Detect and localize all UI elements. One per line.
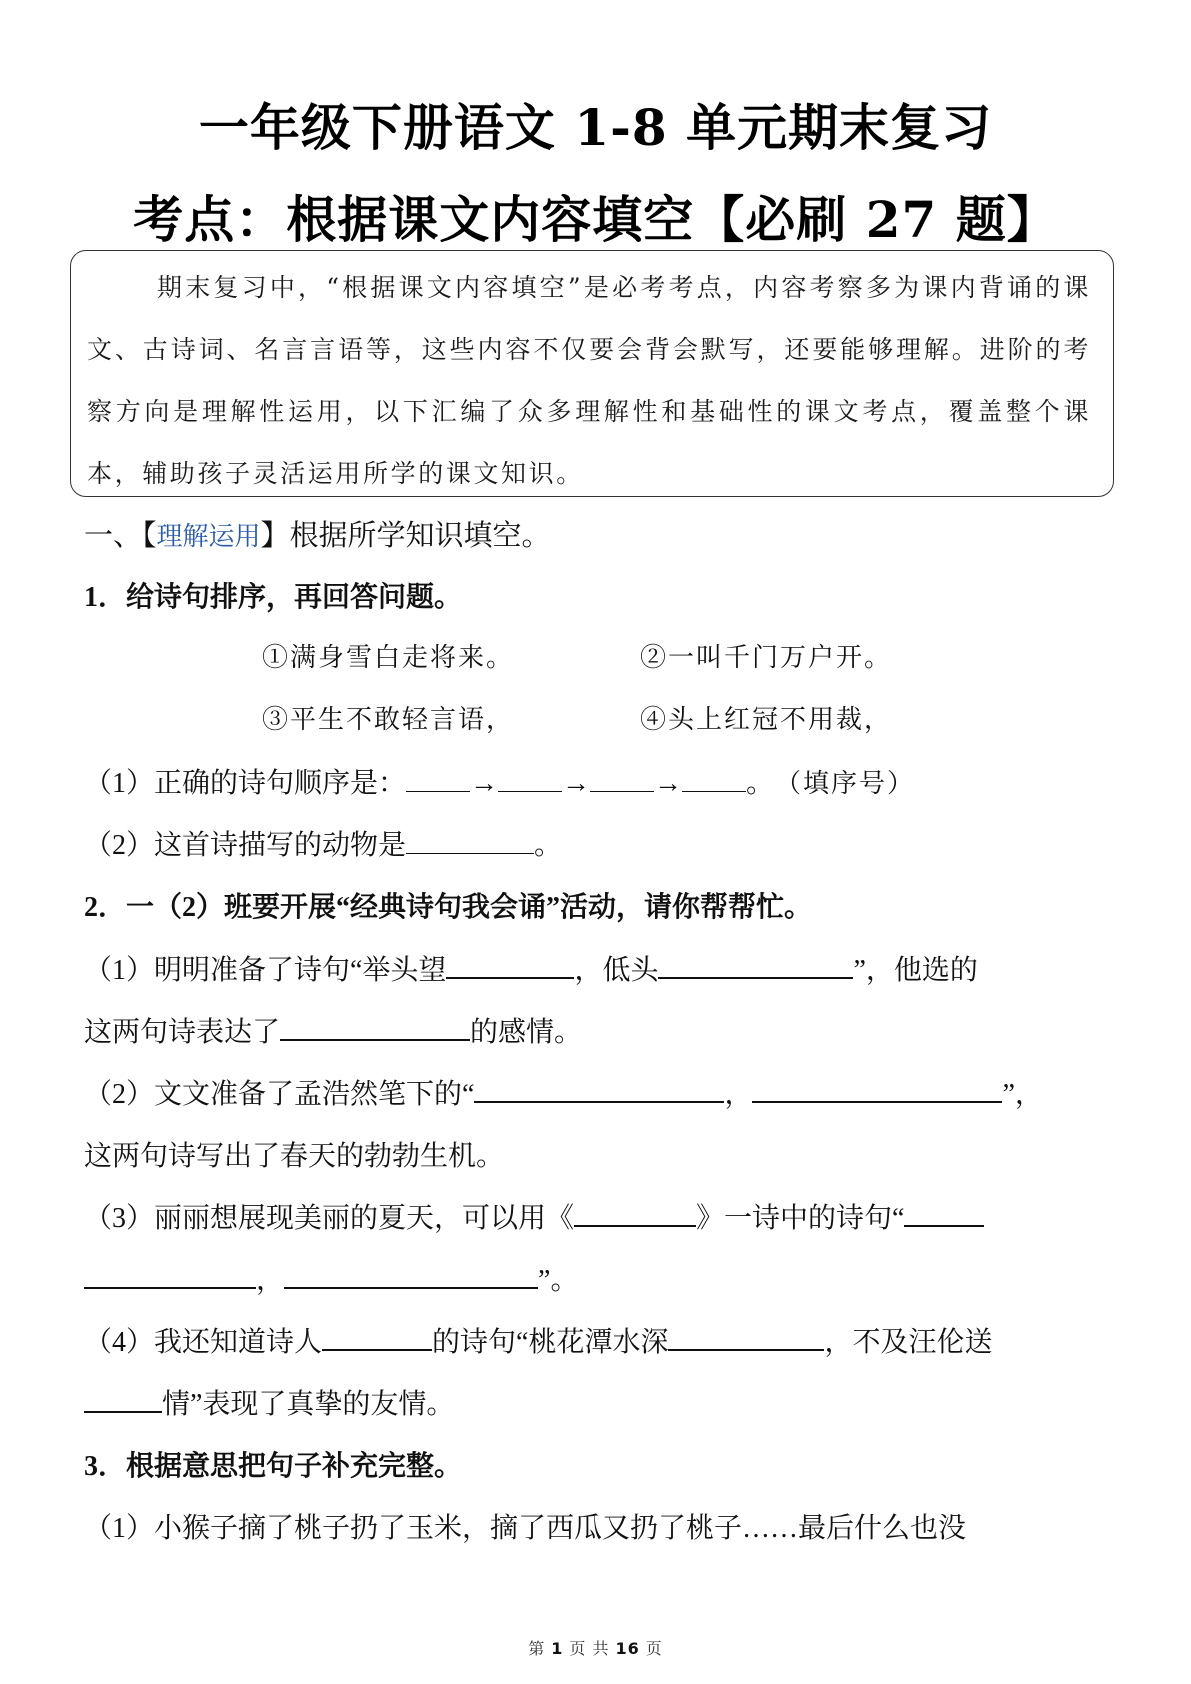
poem-blank[interactable]: [84, 1389, 162, 1413]
q2-sub4-line1: [84, 1320, 992, 1360]
text: 情”表现了真挚的友情。: [162, 1389, 455, 1420]
q1-sub1-label: （1）正确的诗句顺序是：: [84, 768, 407, 799]
text: ，不及汪伦送: [824, 1327, 993, 1358]
text: 这两句诗表达了: [84, 1017, 281, 1048]
order-blank-4[interactable]: [682, 769, 746, 792]
footer-text: 页 共: [569, 1639, 610, 1658]
text: ，: [256, 1265, 285, 1296]
footer-text: 第: [528, 1639, 546, 1658]
text: ”。: [538, 1265, 579, 1296]
text: （4）我还知道诗人: [84, 1327, 323, 1358]
animal-blank[interactable]: [406, 831, 534, 854]
section-heading: [84, 513, 551, 554]
period: 。: [534, 830, 563, 861]
page-total: 16: [615, 1639, 640, 1658]
order-blank-3[interactable]: [590, 769, 654, 792]
section-suffix: 】根据所学知识填空。: [260, 520, 551, 552]
question-3-title: 3．根据意思把句子补充完整。: [84, 1451, 463, 1482]
question-1-title: 1．给诗句排序，再回答问题。: [84, 582, 463, 613]
text: （1）明明准备了诗句“举头望: [84, 955, 447, 986]
poem-line-1: ①满身雪白走将来。: [262, 643, 515, 673]
text: ”，: [1002, 1079, 1043, 1110]
footer-text: 页: [645, 1639, 663, 1658]
order-blank-2[interactable]: [498, 769, 562, 792]
poem-line-2: ②一叫千门万户开。: [640, 643, 893, 673]
q2-sub1-line1: [84, 948, 978, 988]
arrow-icon: →: [470, 768, 499, 799]
q1-sub1: [84, 761, 915, 801]
poem-blank[interactable]: [284, 1265, 538, 1289]
q1-sub1-note: （填序号）: [788, 769, 916, 799]
arrow-icon: →: [562, 768, 591, 799]
poem-line-4: ④头上红冠不用裁，: [640, 705, 893, 735]
q2-sub3-line1: [84, 1196, 984, 1236]
text: （3）丽丽想展现美丽的夏天，可以用《: [84, 1203, 575, 1234]
text: 的感情。: [470, 1017, 583, 1048]
text: 》一诗中的诗句“: [696, 1203, 905, 1234]
poem-blank[interactable]: [668, 1327, 824, 1351]
intro-box: [70, 250, 1114, 497]
text: ”，他选的: [853, 955, 978, 986]
arrow-icon: →: [654, 768, 683, 799]
question-2-title: 2．一（2）班要开展“经典诗句我会诵”活动，请你帮帮忙。: [84, 892, 813, 923]
period: 。: [746, 768, 775, 799]
q2-sub1-line2: [84, 1010, 582, 1050]
intro-text: 期末复习中，“根据课文内容填空”是必考考点，内容考察多为课内背诵的课文、古诗词、名言言语等，这些内容不仅要会背会默写，还要能够理解。进阶的考察方向是理解性运用，以下汇编了众多理解性和基础性的课文考点，覆盖整个课本，辅助孩子灵活运用所学的课文知识。: [87, 273, 1091, 488]
poem-title-blank[interactable]: [574, 1203, 696, 1227]
text: ，低头: [574, 955, 659, 986]
section-tag: 理解运用: [156, 522, 261, 552]
poem-blank[interactable]: [752, 1079, 1002, 1103]
q1-sub2-label: （2）这首诗描写的动物是: [84, 830, 407, 861]
section-prefix: 一、【: [84, 520, 157, 552]
page-number: 1: [551, 1639, 564, 1658]
q2-sub3-line2: [84, 1258, 578, 1298]
text: （2）文文准备了孟浩然笔下的“: [84, 1079, 475, 1110]
page-subtitle: 考点：根据课文内容填空【必刷 27 题】: [133, 190, 1058, 249]
q1-sub2: [84, 823, 562, 863]
poem-line-3: ③平生不敢轻言语，: [262, 705, 515, 735]
q2-sub2-line1: [84, 1072, 1043, 1112]
text: 的诗句“桃花潭水深: [432, 1327, 669, 1358]
poet-blank[interactable]: [322, 1327, 432, 1351]
page-title: 一年级下册语文 1-8 单元期末复习: [198, 98, 993, 157]
emotion-blank[interactable]: [280, 1017, 470, 1041]
poem-blank[interactable]: [84, 1265, 256, 1289]
page-footer: [0, 1636, 1191, 1659]
order-blank-1[interactable]: [406, 769, 470, 792]
text: ，: [724, 1079, 753, 1110]
q2-sub2-line2: 这两句诗写出了春天的勃勃生机。: [84, 1141, 505, 1172]
q2-sub4-line2: [84, 1382, 454, 1422]
q3-sub1: （1）小猴子摘了桃子扔了玉米，摘了西瓜又扔了桃子……最后什么也没: [84, 1513, 967, 1544]
poem-blank[interactable]: [658, 955, 853, 979]
poem-blank[interactable]: [904, 1203, 984, 1227]
poem-blank[interactable]: [474, 1079, 724, 1103]
poem-blank[interactable]: [446, 955, 574, 979]
